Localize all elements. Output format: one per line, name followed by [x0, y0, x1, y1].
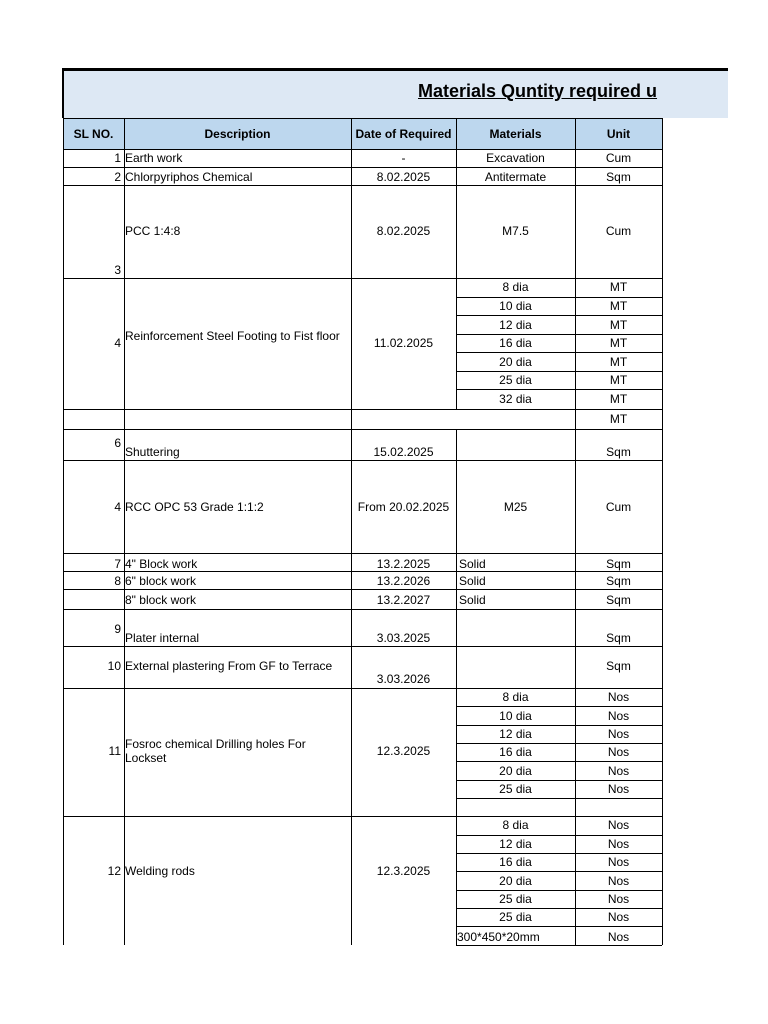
unit-cell: MT: [609, 355, 628, 369]
description-cell: Plater internal: [125, 631, 200, 645]
date-cell: 12.3.2025: [376, 864, 431, 878]
unit-cell: MT: [609, 412, 628, 426]
grid-line: [456, 352, 662, 353]
description-cell: Earth work: [125, 151, 183, 165]
unit-cell: Sqm: [606, 631, 631, 645]
grid-line: [456, 908, 662, 909]
unit-cell: MT: [609, 280, 628, 294]
date-cell: 3.03.2025: [376, 631, 431, 645]
unit-cell: Cum: [605, 224, 632, 238]
grid-line: [63, 118, 64, 945]
date-cell: 8.02.2025: [376, 170, 431, 184]
unit-cell: MT: [609, 373, 628, 387]
date-cell: 13.2.2027: [376, 593, 431, 607]
description-cell: 6" block work: [125, 574, 196, 588]
sheet-title: Materials Quntity required u: [418, 81, 658, 101]
unit-cell: Nos: [607, 818, 630, 832]
grid-line: [456, 835, 662, 836]
unit-cell: Nos: [607, 930, 630, 944]
date-cell: 13.2.2026: [376, 574, 431, 588]
header-sl-no: SL NO.: [63, 118, 124, 149]
materials-cell: 300*450*20mm: [457, 930, 540, 944]
description-cell: Welding rods: [125, 864, 195, 878]
materials-cell: 20 dia: [499, 874, 532, 888]
materials-cell: 8 dia: [502, 280, 529, 294]
materials-cell: 12 dia: [499, 318, 532, 332]
sl-no-cell: 7: [114, 557, 121, 571]
materials-cell: 16 dia: [499, 745, 532, 759]
unit-cell: MT: [609, 392, 628, 406]
grid-line: [456, 871, 662, 872]
grid-line: [63, 646, 662, 647]
unit-cell: MT: [609, 299, 628, 313]
sl-no-cell: 11: [108, 744, 121, 758]
unit-cell: Nos: [607, 910, 630, 924]
materials-cell: 25 dia: [499, 782, 532, 796]
grid-line: [456, 706, 662, 707]
grid-line: [63, 688, 662, 689]
description-cell: Fosroc chemical Drilling holes For Lockset: [125, 737, 306, 765]
materials-cell: 20 dia: [499, 355, 532, 369]
grid-line: [456, 725, 662, 726]
sl-no-cell: 8: [114, 574, 121, 588]
sl-no-cell: 9: [114, 622, 121, 636]
materials-cell: M25: [503, 500, 528, 514]
description-cell: Shuttering: [125, 445, 180, 459]
header-description: Description: [124, 118, 351, 149]
grid-line: [63, 149, 662, 150]
unit-cell: Nos: [607, 855, 630, 869]
unit-cell: Sqm: [606, 445, 631, 459]
sl-no-cell: 4: [114, 500, 121, 514]
grid-line: [456, 798, 662, 799]
grid-line: [456, 297, 662, 298]
grid-line: [124, 118, 125, 945]
grid-line: [63, 167, 662, 168]
grid-line: [351, 118, 352, 945]
grid-line: [456, 945, 662, 946]
date-cell: 13.2.2025: [376, 557, 431, 571]
grid-line: [456, 371, 662, 372]
grid-line: [63, 816, 662, 817]
grid-line: [63, 571, 662, 572]
materials-cell: 12 dia: [499, 727, 532, 741]
materials-cell: 10 dia: [499, 299, 532, 313]
materials-cell: 12 dia: [499, 837, 532, 851]
unit-cell: Sqm: [606, 170, 631, 184]
header-materials: Materials: [456, 118, 575, 149]
grid-line: [456, 761, 662, 762]
unit-cell: Sqm: [606, 659, 631, 673]
grid-line: [456, 334, 662, 335]
grid-line: [456, 389, 662, 390]
date-cell: 3.03.2026: [376, 672, 431, 686]
materials-cell: 25 dia: [499, 373, 532, 387]
date-cell: 11.02.2025: [373, 336, 434, 350]
grid-line: [63, 118, 662, 119]
date-cell: From 20.02.2025: [357, 500, 450, 514]
sl-no-cell: 2: [114, 170, 121, 184]
unit-cell: Nos: [607, 690, 630, 704]
unit-cell: Cum: [605, 151, 632, 165]
materials-cell: 16 dia: [499, 855, 532, 869]
materials-cell: 20 dia: [499, 764, 532, 778]
grid-line: [456, 853, 662, 854]
materials-cell: 25 dia: [499, 910, 532, 924]
materials-cell: Excavation: [486, 151, 545, 165]
header-date-of-required: Date of Required: [351, 118, 456, 149]
grid-line: [63, 278, 662, 279]
materials-cell: 32 dia: [499, 392, 532, 406]
unit-cell: Sqm: [606, 557, 631, 571]
unit-cell: Nos: [607, 709, 630, 723]
description-cell: Reinforcement Steel Footing to Fist floor: [125, 329, 340, 343]
sl-no-cell: 4: [114, 336, 121, 350]
header-unit: Unit: [575, 118, 662, 149]
grid-line: [456, 780, 662, 781]
grid-line: [63, 429, 662, 430]
description-cell: RCC OPC 53 Grade 1:1:2: [125, 500, 264, 514]
grid-line: [456, 315, 662, 316]
grid-line: [63, 460, 662, 461]
unit-cell: Nos: [607, 745, 630, 759]
materials-cell: Solid: [459, 557, 486, 571]
unit-cell: Cum: [605, 500, 632, 514]
description-cell: External plastering From GF to Terrace: [125, 659, 333, 673]
date-cell: 8.02.2025: [376, 224, 431, 238]
sl-no-cell: 1: [114, 151, 121, 165]
grid-line: [63, 409, 662, 410]
date-cell: 15.02.2025: [373, 445, 434, 459]
grid-line: [456, 743, 662, 744]
materials-cell: Solid: [459, 574, 486, 588]
materials-cell: M7.5: [502, 224, 529, 238]
description-cell: Chlorpyriphos Chemical: [125, 170, 253, 184]
grid-line: [63, 609, 662, 610]
unit-cell: MT: [609, 336, 628, 350]
grid-line: [63, 553, 662, 554]
unit-cell: Nos: [607, 892, 630, 906]
materials-cell: Antitermate: [484, 170, 547, 184]
sl-no-cell: 10: [107, 659, 121, 673]
unit-cell: Sqm: [606, 574, 631, 588]
grid-line: [662, 118, 663, 945]
grid-line: [456, 926, 662, 927]
date-cell: -: [401, 151, 406, 165]
unit-cell: Nos: [607, 764, 630, 778]
grid-line: [63, 185, 662, 186]
grid-line: [63, 589, 662, 590]
materials-cell: 25 dia: [499, 892, 532, 906]
materials-cell: 8 dia: [502, 818, 529, 832]
description-cell: 4" Block work: [125, 557, 198, 571]
sl-no-cell: 6: [114, 436, 121, 450]
unit-cell: Sqm: [606, 593, 631, 607]
materials-cell: 8 dia: [502, 690, 529, 704]
description-cell: 8" block work: [125, 593, 196, 607]
unit-cell: Nos: [607, 837, 630, 851]
unit-cell: Nos: [607, 727, 630, 741]
materials-cell: Solid: [459, 593, 486, 607]
unit-cell: Nos: [607, 782, 630, 796]
description-cell: PCC 1:4:8: [125, 224, 181, 238]
sl-no-cell: 3: [114, 263, 121, 277]
materials-cell: 10 dia: [499, 709, 532, 723]
date-cell: 12.3.2025: [376, 744, 431, 758]
sl-no-cell: 12: [107, 864, 121, 878]
materials-cell: 16 dia: [499, 336, 532, 350]
unit-cell: MT: [609, 318, 628, 332]
unit-cell: Nos: [607, 874, 630, 888]
grid-line: [456, 890, 662, 891]
